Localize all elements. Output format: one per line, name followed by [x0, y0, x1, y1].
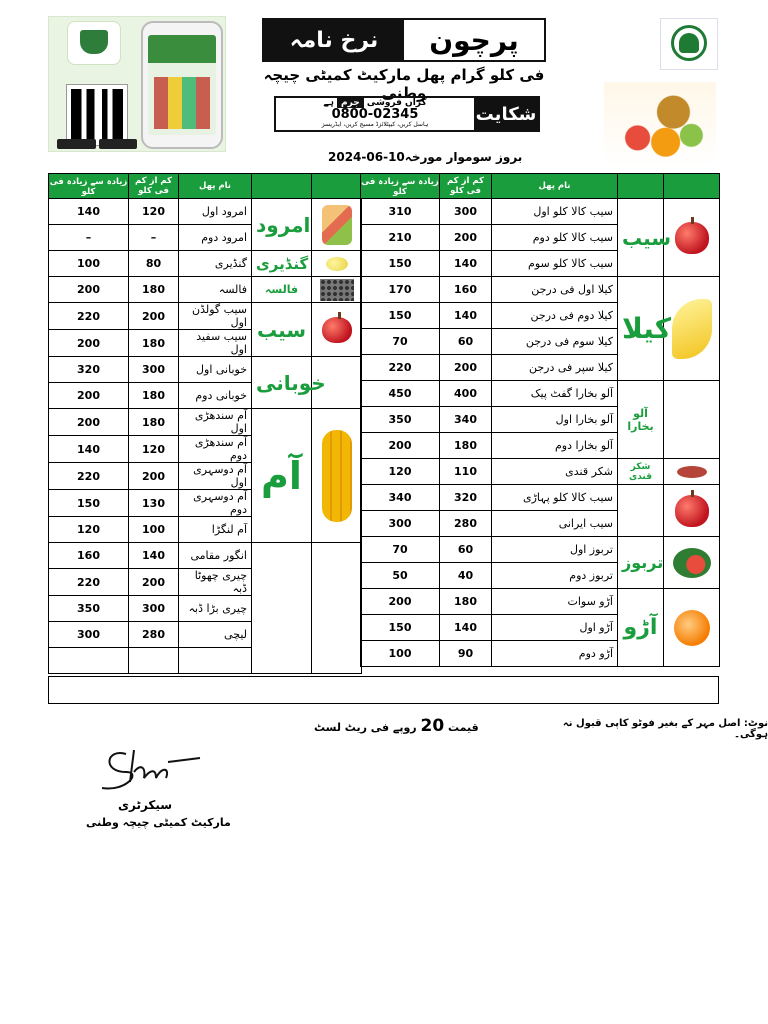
fruit-name: سیب کالا کلو دوم [492, 225, 618, 251]
falsa-icon [320, 279, 354, 301]
max-price: 170 [361, 277, 440, 303]
right-table-header [361, 174, 720, 199]
table-row [361, 589, 720, 615]
max-price: 200 [49, 383, 129, 409]
category-label: گنڈیری [256, 254, 309, 273]
fruit-name: آلو بخارا گفٹ پیک [492, 381, 618, 407]
fruit-name: کیلا سپر فی درجن [492, 355, 618, 381]
empty-table-row [48, 676, 719, 704]
fruit-name: کیلا اول فی درجن [492, 277, 618, 303]
table-row [49, 199, 362, 225]
fruit-name: آڑو سوات [492, 589, 618, 615]
signatory-org: مارکیٹ کمیٹی چیچہ وطنی [86, 816, 231, 829]
apple-image [664, 199, 720, 277]
phone-screen [148, 35, 216, 135]
apple-icon [675, 495, 709, 527]
slogan-text: گراں فروشی [366, 98, 427, 108]
max-price: 350 [49, 596, 129, 622]
max-price: 200 [361, 433, 440, 459]
col-image [312, 174, 362, 199]
complaint-details [276, 98, 474, 130]
category-label: آڑو [623, 615, 658, 640]
fruit-name: آم دوسہری اول [179, 463, 252, 490]
fruit-name: کیلا دوم فی درجن [492, 303, 618, 329]
government-logo-icon [67, 21, 121, 65]
fruit-name: کیلا سوم فی درجن [492, 329, 618, 355]
min-price: 140 [440, 303, 492, 329]
max-price: 120 [361, 459, 440, 485]
table-row [49, 303, 362, 330]
peach-icon [674, 610, 710, 646]
max-price: 140 [49, 199, 129, 225]
banana-image [664, 277, 720, 381]
col-max: زیادہ سے زیادہ فی کلو [361, 174, 440, 199]
qr-code-icon [67, 85, 127, 145]
category-mango [252, 409, 312, 543]
fruit-name: تربوز دوم [492, 563, 618, 589]
min-price: 400 [440, 381, 492, 407]
right-rate-table [360, 173, 720, 667]
max-price: 160 [49, 543, 129, 569]
min-price: 130 [129, 490, 179, 517]
signature-icon [96, 742, 206, 798]
complaint-subtext: ہاسل کریں، کیپٹلائزڈ مسیج کریں، ایڈریسز [321, 121, 429, 129]
max-price: 210 [361, 225, 440, 251]
category-apple-extra [618, 485, 664, 537]
max-price: 50 [361, 563, 440, 589]
min-price: 140 [440, 615, 492, 641]
fruit-name: گنڈیری [179, 251, 252, 277]
max-price: 220 [49, 303, 129, 330]
max-price: 150 [49, 490, 129, 517]
max-price: 450 [361, 381, 440, 407]
fruit-name: آم سندھڑی دوم [179, 436, 252, 463]
table-row [49, 409, 362, 436]
table-row [49, 357, 362, 383]
banana-icon [672, 299, 712, 359]
fruit-name: چیری چھوٹا ڈبہ [179, 569, 252, 596]
min-price: 200 [129, 569, 179, 596]
min-price: 60 [440, 537, 492, 563]
fruit-name: تربوز اول [492, 537, 618, 563]
fruit-name [179, 648, 252, 674]
category-label: خوبانی [256, 370, 326, 395]
max-price: 70 [361, 329, 440, 355]
fruit-name: سیب کالا کلو اول [492, 199, 618, 225]
fruit-name: سیب سفید اول [179, 330, 252, 357]
max-price: 300 [361, 511, 440, 537]
table-row [361, 459, 720, 485]
max-price: 150 [361, 615, 440, 641]
max-price: 300 [49, 622, 129, 648]
category-label: سیب [622, 225, 672, 250]
max-price [49, 648, 129, 674]
fruit-name: امرود اول [179, 199, 252, 225]
min-price: 180 [129, 277, 179, 303]
watermelon-icon [673, 548, 711, 578]
min-price: 60 [440, 329, 492, 355]
max-price: 200 [49, 330, 129, 357]
col-min: کم از کم فی کلو [440, 174, 492, 199]
max-price: 70 [361, 537, 440, 563]
signatory-title: سیکرٹری [118, 798, 173, 812]
category-falsa [252, 277, 312, 303]
category-label: آم [261, 453, 302, 498]
max-price: 200 [49, 409, 129, 436]
max-price: 340 [361, 485, 440, 511]
min-price: 200 [129, 463, 179, 490]
sweet-potato-image [664, 459, 720, 485]
category-label: تربوز [622, 553, 664, 572]
table-row [361, 381, 720, 407]
fruit-basket-image [604, 82, 716, 168]
max-price: 100 [49, 251, 129, 277]
min-price: 180 [440, 433, 492, 459]
date-value: 10-06-2024 [328, 150, 405, 164]
fruit-name: خوبانی اول [179, 357, 252, 383]
min-price: 160 [440, 277, 492, 303]
category-ber [252, 251, 312, 277]
ber-icon [326, 257, 348, 271]
date-line [328, 150, 522, 164]
table-row [361, 485, 720, 511]
complaint-label: شکایت [474, 98, 538, 130]
app-ad-banner [48, 16, 226, 152]
price-line [314, 716, 479, 736]
min-price: 180 [440, 589, 492, 615]
col-name: نام پھل [492, 174, 618, 199]
category-label: کیلا [622, 312, 671, 345]
min-price: 90 [440, 641, 492, 667]
complaint-box [274, 96, 540, 132]
fruit-name: آم لنگڑا [179, 517, 252, 543]
category-sweet-potato [618, 459, 664, 485]
fruit-name: شکر قندی [492, 459, 618, 485]
app-store-badges [57, 139, 137, 149]
category-label: شکر قندی [628, 461, 652, 482]
fruit-name: آلو بخارا دوم [492, 433, 618, 459]
col-category [618, 174, 664, 199]
google-play-badge [99, 139, 138, 149]
max-price: – [49, 225, 129, 251]
fruit-name: لیچی [179, 622, 252, 648]
table-row [49, 277, 362, 303]
table-row [361, 199, 720, 225]
date-prefix: بروز سوموار مورخہ [404, 150, 523, 164]
title-rate-list: نرخ نامہ [264, 20, 404, 60]
min-price: – [129, 225, 179, 251]
max-price: 200 [49, 277, 129, 303]
fruit-name: سیب کالا کلو سوم [492, 251, 618, 277]
category-apple [252, 303, 312, 357]
max-price: 350 [361, 407, 440, 433]
price-value: 20 [420, 716, 445, 736]
max-price: 150 [361, 303, 440, 329]
fruit-name: چیری بڑا ڈبہ [179, 596, 252, 622]
guava-image [312, 199, 362, 251]
col-min: کم از کم فی کلو [129, 174, 179, 199]
min-price: 120 [129, 199, 179, 225]
footer-note: نوٹ: اصل مہر کے بغیر فوٹو کاپی قبول نہ ہوگی۔ [562, 718, 768, 740]
category-watermelon [618, 537, 664, 589]
mango-image [312, 409, 362, 543]
table-row [49, 543, 362, 569]
min-price: 140 [440, 251, 492, 277]
price-prefix: قیمت [448, 721, 479, 734]
min-price: 300 [129, 357, 179, 383]
max-price: 310 [361, 199, 440, 225]
category-label: فالسہ [264, 283, 299, 296]
category-apple [618, 199, 672, 277]
category-apricot [252, 357, 326, 409]
guava-icon [322, 205, 352, 245]
min-price: 200 [129, 303, 179, 330]
max-price: 120 [49, 517, 129, 543]
min-price: 340 [440, 407, 492, 433]
page-title [262, 18, 546, 62]
watermelon-image [664, 537, 720, 589]
category-label: سیب [256, 317, 306, 342]
plum-image [664, 381, 720, 459]
min-price: 140 [129, 543, 179, 569]
col-image [664, 174, 720, 199]
col-max: زیادہ سے زیادہ فی کلو [49, 174, 129, 199]
category-guava [252, 199, 312, 251]
left-table-header [49, 174, 362, 199]
peach-image [664, 589, 720, 667]
apple-icon [675, 222, 709, 254]
max-price: 200 [361, 589, 440, 615]
min-price: 80 [129, 251, 179, 277]
fruit-name: سیب کالا کلو پہاڑی [492, 485, 618, 511]
min-price: 300 [440, 199, 492, 225]
min-price: 280 [129, 622, 179, 648]
fruit-name: آم سندھڑی اول [179, 409, 252, 436]
fruit-name: امرود دوم [179, 225, 252, 251]
sweet-potato-icon [677, 466, 707, 478]
min-price: 180 [129, 383, 179, 409]
table-row [361, 537, 720, 563]
fruit-name: سیب ایرانی [492, 511, 618, 537]
min-price: 320 [440, 485, 492, 511]
fruit-name: فالسہ [179, 277, 252, 303]
min-price: 180 [129, 409, 179, 436]
fruit-name: انگور مقامی [179, 543, 252, 569]
price-suffix: روپے فی ریٹ لسٹ [314, 721, 417, 734]
max-price: 220 [49, 569, 129, 596]
table-row [361, 277, 720, 303]
min-price: 280 [440, 511, 492, 537]
category-empty [252, 543, 312, 674]
max-price: 220 [361, 355, 440, 381]
min-price [129, 648, 179, 674]
fruit-name: آڑو اول [492, 615, 618, 641]
apple-image [312, 303, 362, 357]
phone-mockup [141, 21, 223, 149]
ber-image [312, 251, 362, 277]
category-banana [618, 277, 671, 381]
min-price: 40 [440, 563, 492, 589]
max-price: 220 [49, 463, 129, 490]
category-label: آلو بخارا [627, 406, 654, 433]
fruit-name: خوبانی دوم [179, 383, 252, 409]
punjab-logo-icon [660, 18, 718, 70]
app-store-badge [57, 139, 96, 149]
max-price: 100 [361, 641, 440, 667]
max-price: 150 [361, 251, 440, 277]
table-row [49, 251, 362, 277]
max-price: 140 [49, 436, 129, 463]
min-price: 100 [129, 517, 179, 543]
min-price: 300 [129, 596, 179, 622]
min-price: 200 [440, 355, 492, 381]
category-peach [618, 589, 664, 667]
apple-icon [322, 317, 352, 343]
falsa-image [312, 277, 362, 303]
slogan-end: ہے [323, 98, 334, 108]
fruit-name: سیب گولڈن اول [179, 303, 252, 330]
mango-icon [322, 430, 352, 522]
fruit-name: آڑو دوم [492, 641, 618, 667]
apple-image-2 [664, 485, 720, 537]
left-rate-table [48, 173, 362, 674]
fruit-name: آم دوسہری دوم [179, 490, 252, 517]
col-category [252, 174, 312, 199]
category-plum [618, 381, 664, 459]
min-price: 120 [129, 436, 179, 463]
min-price: 110 [440, 459, 492, 485]
fruit-name: آلو بخارا اول [492, 407, 618, 433]
min-price: 200 [440, 225, 492, 251]
title-retail: پرچون [404, 20, 544, 60]
category-label: امرود [256, 212, 311, 237]
min-price: 180 [129, 330, 179, 357]
max-price: 320 [49, 357, 129, 383]
complaint-phone: 0800-02345 [331, 107, 419, 123]
slogan-highlight: جرم [337, 98, 364, 108]
col-name: نام پھل [179, 174, 252, 199]
image-empty [312, 543, 362, 674]
page-subtitle: فی کلو گرام پھل مارکیٹ کمیٹی چیچہ وطنی [263, 66, 545, 102]
